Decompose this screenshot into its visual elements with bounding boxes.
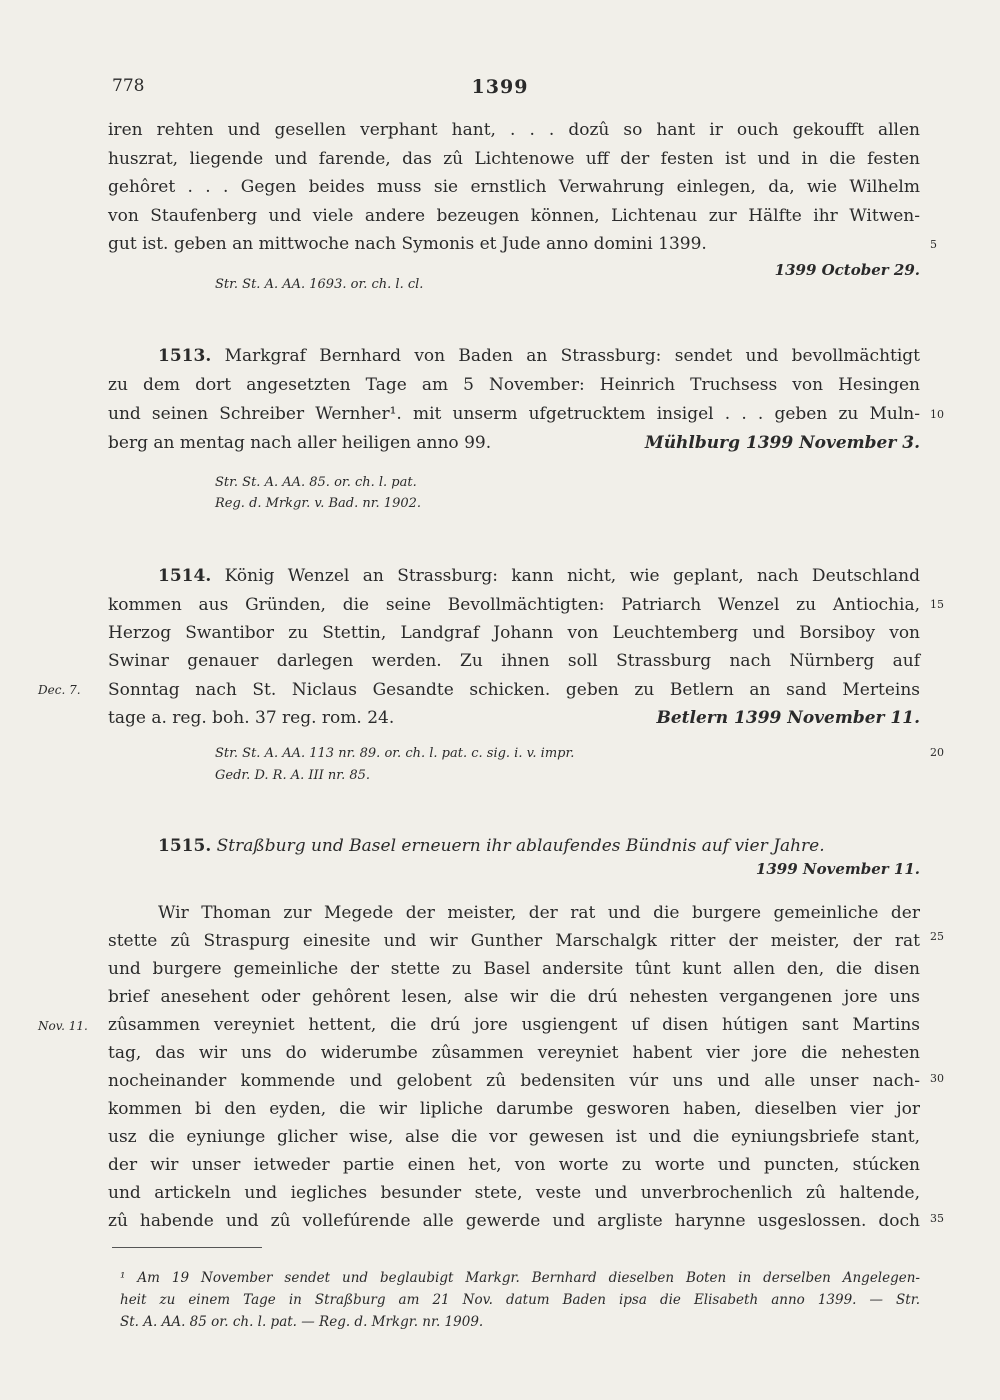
entry-title: Straßburg und Basel erneuern ihr ablaufendes Bündnis auf vier Jahre.	[216, 836, 825, 856]
entry-1514-line: Swinar genauer darlegen werden. Zu ihnen soll Strassburg nach Nürnberg auf	[108, 651, 920, 671]
line-number: 10	[930, 408, 944, 421]
body-line: huszrat, liegende und farende, das zû Lichtenowe uff der festen ist und in die festen	[108, 149, 920, 169]
entry-1514-line: Herzog Swantibor zu Stettin, Landgraf Johann von Leuchtemberg und Borsiboy von	[108, 623, 920, 643]
entry-1514-line: 1514. König Wenzel an Strassburg: kann nicht, wie geplant, nach Deutschland	[158, 566, 921, 586]
entry-1514-line: Sonntag nach St. Niclaus Gesandte schicken. geben zu Betlern an sand Merteins	[108, 680, 920, 700]
entry-1515-line: Wir Thoman zur Megede der meister, der rat und die burgere gemeinliche der	[158, 903, 920, 923]
footnote-rule	[112, 1247, 262, 1248]
line-number: 20	[930, 746, 944, 759]
entry-1515-line: nocheinander kommende und gelobent zû bedensiten vúr uns und alle unser nach-	[108, 1071, 920, 1091]
entry-1514-line: kommen aus Gründen, die seine Bevollmächtigten: Patriarch Wenzel zu Antiochia,	[108, 595, 920, 615]
entry-1515-line: zû habende und zû vollefúrende alle gewerde und argliste harynne usgeslossen. doch	[108, 1211, 920, 1231]
footnote-line: St. A. AA. 85 or. ch. l. pat. — Reg. d. Mrkgr. nr. 1909.	[120, 1314, 484, 1330]
margin-note: Nov. 11.	[38, 1019, 88, 1033]
entry-1513-line: berg an mentag nach aller heiligen anno 99. Mühlburg 1399 November 3.	[108, 430, 920, 457]
running-year: 1399	[471, 76, 529, 98]
entry-date: Betlern 1399 November 11.	[656, 708, 920, 728]
footnote-line: ¹ Am 19 November sendet und beglaubigt Markgr. Bernhard dieselben Boten in derselben Angelegen-	[120, 1270, 920, 1286]
entry-number: 1514.	[158, 566, 212, 586]
entry-date: 1399 November 11.	[755, 860, 920, 878]
body-line: iren rehten und gesellen verphant hant, . . . dozû so hant ir ouch gekoufft allen	[108, 120, 920, 140]
entry-1515-line: brief anesehent oder gehôrent lesen, alse wir die drú nehesten vergangenen jore uns	[108, 987, 920, 1007]
entry-number: 1513.	[158, 346, 212, 366]
source-citation: Gedr. D. R. A. III nr. 85.	[215, 768, 371, 783]
line-number: 5	[930, 238, 937, 251]
footnote-line: heit zu einem Tage in Straßburg am 21 Nov. datum Baden ipsa die Elisabeth anno 1399. — Str.	[120, 1292, 920, 1308]
page-header	[0, 76, 1000, 100]
entry-number: 1515.	[158, 836, 212, 856]
source-citation: Reg. d. Mrkgr. v. Bad. nr. 1902.	[215, 496, 422, 511]
entry-1513-line: zu dem dort angesetzten Tage am 5 November: Heinrich Truchsess von Hesingen	[108, 375, 920, 395]
body-line: von Staufenberg und viele andere bezeugen können, Lichtenau zur Hälfte ihr Witwen-	[108, 206, 920, 226]
line-number: 30	[930, 1072, 944, 1085]
entry-1514-line: tage a. reg. boh. 37 reg. rom. 24. Betlern 1399 November 11.	[108, 705, 920, 732]
body-line: gut ist. geben an mittwoche nach Symonis et Jude anno domini 1399.	[108, 234, 707, 254]
entry-date: Mühlburg 1399 November 3.	[644, 433, 920, 453]
entry-1513-line: und seinen Schreiber Wernher¹. mit unserm ufgetrucktem insigel . . . geben zu Muln-	[108, 404, 920, 424]
page-number: 778	[112, 76, 145, 96]
line-number: 35	[930, 1212, 944, 1225]
line-number: 15	[930, 598, 944, 611]
line-number: 25	[930, 930, 944, 943]
entry-1515-line: kommen bi den eyden, die wir lipliche darumbe gesworen haben, dieselben vier jor	[108, 1099, 920, 1119]
entry-1515-line: der wir unser ietweder partie einen het, von worte zu worte und puncten, stúcken	[108, 1155, 920, 1175]
source-citation: Str. St. A. AA. 113 nr. 89. or. ch. l. pat. c. sig. i. v. impr.	[215, 746, 575, 761]
entry-1515-line: stette zû Straspurg einesite und wir Gunther Marschalgk ritter der meister, der rat	[108, 931, 920, 951]
entry-date: 1399 October 29.	[774, 261, 920, 279]
entry-1515-line: usz die eyniunge glicher wise, alse die vor gewesen ist und die eyniungsbriefe stant,	[108, 1127, 920, 1147]
source-citation: Str. St. A. AA. 1693. or. ch. l. cl.	[215, 277, 424, 292]
source-citation: Str. St. A. AA. 85. or. ch. l. pat.	[215, 475, 417, 490]
entry-1515-heading	[108, 833, 920, 860]
entry-1515-line: tag, das wir uns do widerumbe zûsammen vereyniet habent vier jore die nehesten	[108, 1043, 920, 1063]
entry-1515-line: und artickeln und iegliches besunder stete, veste und unverbrochenlich zû haltende,	[108, 1183, 920, 1203]
entry-1515-line: und burgere gemeinliche der stette zu Basel andersite tûnt kunt allen den, die disen	[108, 959, 920, 979]
margin-note: Dec. 7.	[38, 683, 81, 697]
entry-1515-line: zûsammen vereyniet hettent, die drú jore usgiengent uf disen hútigen sant Martins	[108, 1015, 920, 1035]
entry-1513-line: 1513. Markgraf Bernhard von Baden an Strassburg: sendet und bevollmächtigt	[158, 346, 921, 366]
body-line: gehôret . . . Gegen beides muss sie ernstlich Verwahrung einlegen, da, wie Wilhelm	[108, 177, 920, 197]
